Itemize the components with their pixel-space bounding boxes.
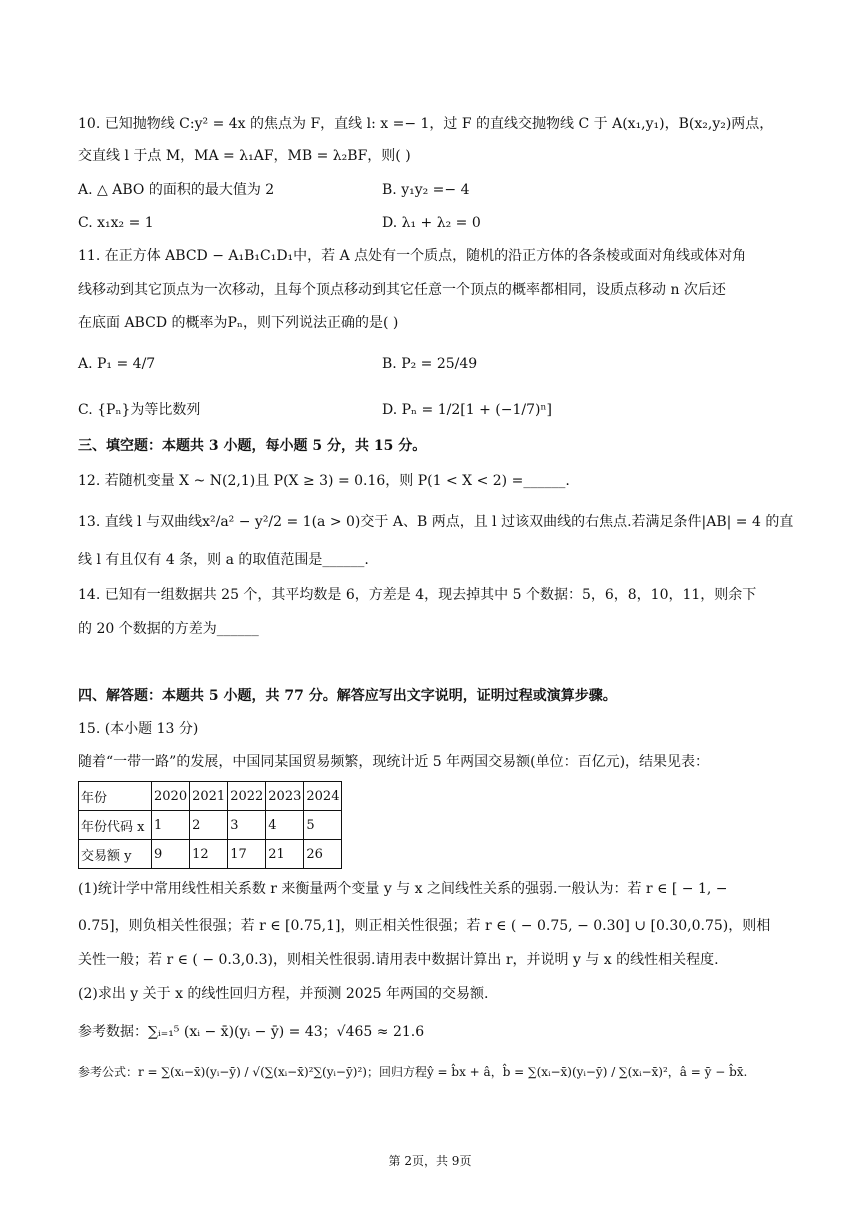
- q15-part2: (2)求出 y 关于 x 的线性回归方程，并预测 2025 年两国的交易额.: [78, 986, 489, 1002]
- table-cell: 2022: [228, 782, 266, 811]
- table-cell: 年份: [79, 782, 152, 811]
- table-cell: 9: [152, 840, 190, 869]
- table-row: [79, 840, 342, 869]
- table-cell: 年份代码 x: [79, 811, 152, 840]
- section-4-heading: 四、解答题：本题共 5 小题，共 77 分。解答应写出文字说明，证明过程或演算步骤。: [78, 688, 617, 704]
- table-cell: 4: [266, 811, 304, 840]
- q14-line2: 的 20 个数据的方差为______: [78, 621, 259, 637]
- q11-line2: 线移动到其它顶点为一次移动，且每个顶点移动到其它任意一个顶点的概率都相同，设质点移动 n 次后还: [78, 282, 726, 298]
- table-cell: 21: [266, 840, 304, 869]
- page-footer: 第 2页，共 9页: [388, 1154, 472, 1168]
- q10-line2: 交直线 l 于点 M，MA = λ₁AF，MB = λ₂BF，则( ): [78, 148, 411, 164]
- table-cell: 3: [228, 811, 266, 840]
- q10-option-a: A. △ ABO 的面积的最大值为 2: [78, 182, 275, 198]
- q11-option-b: B. P₂ = 25/49: [382, 356, 478, 372]
- table-cell: 12: [190, 840, 228, 869]
- table-cell: 2024: [304, 782, 342, 811]
- q15-part1-line1: (1)统计学中常用线性相关系数 r 来衡量两个变量 y 与 x 之间线性关系的强弱.一般认为：若 r ∈ [ − 1, −: [78, 881, 728, 897]
- q11-option-d: D. Pₙ = 1/2[1 + (−1/7)ⁿ]: [382, 402, 552, 418]
- q15-part1-line2: 0.75]，则负相关性很强；若 r ∈ [0.75,1]，则正相关性很强；若 r ∈ ( − 0.75, − 0.30] ∪ [0.30,0.75)，则相: [78, 918, 771, 934]
- q10-option-c: C. x₁x₂ = 1: [78, 215, 154, 231]
- table-cell: 26: [304, 840, 342, 869]
- table-row: [79, 811, 342, 840]
- table-cell: 2023: [266, 782, 304, 811]
- section-3-heading: 三、填空题：本题共 3 小题，每小题 5 分，共 15 分。: [78, 438, 427, 454]
- q11-line3: 在底面 ABCD 的概率为Pₙ，则下列说法正确的是( ): [78, 315, 399, 331]
- q15-reference-formula: 参考公式：r = ∑(xᵢ−x̄)(yᵢ−ȳ) / √(∑(xᵢ−x̄)²∑(yᵢ−ȳ)²)；回归方程ŷ = b̂x + â，b̂ = ∑(xᵢ−x̄)(yᵢ−ȳ) / ∑(xᵢ−x̄)²，â = ȳ − b̂x̄.: [78, 1065, 748, 1079]
- q15-intro: 随着“一带一路”的发展，中国同某国贸易频繁，现统计近 5 年两国交易额(单位：百亿元)，结果见表：: [78, 754, 710, 770]
- q10-option-d: D. λ₁ + λ₂ = 0: [382, 215, 481, 231]
- table-cell: 1: [152, 811, 190, 840]
- table-cell: 2021: [190, 782, 228, 811]
- table-cell: 2020: [152, 782, 190, 811]
- table-cell: 2: [190, 811, 228, 840]
- q15-header: 15. (本小题 13 分): [78, 721, 199, 737]
- q13-line2: 线 l 有且仅有 4 条，则 a 的取值范围是______.: [78, 552, 369, 568]
- q11-option-c: C. {Pₙ}为等比数列: [78, 402, 201, 418]
- table-cell: 17: [228, 840, 266, 869]
- table-cell: 5: [304, 811, 342, 840]
- trade-data-table: [78, 781, 342, 869]
- table-cell: 交易额 y: [79, 840, 152, 869]
- q10-option-b: B. y₁y₂ =− 4: [382, 182, 470, 198]
- q11-option-a: A. P₁ = 4/7: [78, 356, 156, 372]
- q15-reference-data: 参考数据：∑ᵢ₌₁⁵ (xᵢ − x̄)(yᵢ − ȳ) = 43；√465 ≈ 21.6: [78, 1024, 425, 1040]
- q15-part1-line3: 关性一般；若 r ∈ ( − 0.3,0.3)，则相关性很弱.请用表中数据计算出 r，并说明 y 与 x 的线性相关程度.: [78, 952, 719, 968]
- table-row: [79, 782, 342, 811]
- q10-line1: 10. 已知抛物线 C:y² = 4x 的焦点为 F，直线 l: x =− 1，过 F 的直线交抛物线 C 于 A(x₁,y₁)，B(x₂,y₂)两点，: [78, 116, 774, 132]
- q14-line1: 14. 已知有一组数据共 25 个，其平均数是 6，方差是 4，现去掉其中 5 个数据：5，6，8，10，11，则余下: [78, 587, 757, 603]
- q13-line1: 13. 直线 l 与双曲线x²/a² − y²/2 = 1(a > 0)交于 A、B 两点，且 l 过该双曲线的右焦点.若满足条件|AB| = 4 的直: [78, 514, 794, 530]
- q11-line1: 11. 在正方体 ABCD − A₁B₁C₁D₁中，若 A 点处有一个质点，随机的沿正方体的各条棱或面对角线或体对角: [78, 248, 747, 264]
- q12-text: 12. 若随机变量 X ~ N(2,1)且 P(X ≥ 3) = 0.16，则 P(1 < X < 2) =______.: [78, 473, 570, 489]
